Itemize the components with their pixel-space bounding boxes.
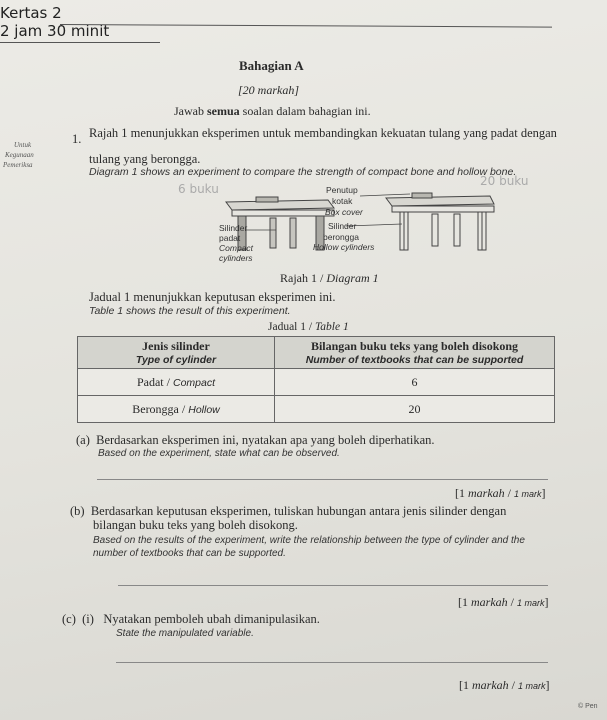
part-c-text: (c) (i) Nyatakan pemboleh ubah dimanipulasikan. [62,612,320,626]
label-hollow-ms: Silinder [328,221,357,231]
header-cylinder-type: Jenis silinder Type of cylinder [78,337,275,369]
diagram-caption: Rajah 1 / Diagram 1 [280,271,379,285]
label-box-cover-en: Box cover [325,207,363,217]
margin-note-2: Kegunaan [5,151,34,159]
pencil-note-left: 6 buku [178,182,219,196]
part-a-text: (a) Berdasarkan eksperimen ini, nyatakan apa yang boleh diperhatikan. [76,433,435,447]
table-header-row [78,337,555,369]
table-intro-ms: Jadual 1 menunjukkan keputusan eksperimen ini. [89,290,336,304]
part-b-en-1: Based on the results of the experiment, write the relationship between the type of cylinder and the [93,535,525,546]
copyright: © Pen [578,703,598,710]
question-text-2: tulang yang berongga. [89,152,201,166]
header-rule [60,24,552,28]
header-rule-left [0,42,160,43]
margin-note-3: Pemeriksa [3,161,33,169]
duration-label: 2 jam 30 minit [0,22,110,40]
marks-b: [1 markah / 1 mark] [458,595,549,609]
label-box-cover-ms-2: kotak [332,196,353,206]
label-compact-ms: Silinder [219,223,248,233]
section-title: Bahagian A [239,58,304,73]
label-hollow-ms-2: berongga [323,232,359,242]
cell-type: Padat / Compact [78,369,275,396]
label-hollow-en: Hollow cylinders [313,242,375,252]
results-table [77,336,555,423]
question-number: 1. [72,132,82,146]
margin-note-1: Untuk [14,141,32,149]
table-caption: Jadual 1 / Table 1 [268,321,349,333]
part-c-en: State the manipulated variable. [116,628,254,639]
instruction: Jawab semua soalan dalam bahagian ini. [174,104,371,118]
section-marks: [20 markah] [238,83,300,97]
answer-line-a[interactable] [97,479,548,480]
part-b-text-2: bilangan buku teks yang boleh disokong. [93,518,298,532]
cell-value: 20 [275,396,555,423]
answer-line-c[interactable] [116,662,548,663]
cell-type: Berongga / Hollow [78,396,275,423]
label-compact-ms-2: padat [219,233,241,243]
hollow-setup [386,193,494,250]
marks-c: [1 markah / 1 mark] [459,678,550,692]
table-intro-en: Table 1 shows the result of this experiment. [89,305,291,317]
label-compact-en: Compact [219,243,254,253]
cell-value: 6 [275,369,555,396]
question-text-1: Rajah 1 menunjukkan eksperimen untuk membandingkan kekuatan tulang yang padat dengan [89,126,557,140]
part-b-en-2: number of textbooks that can be supported. [93,548,286,559]
marks-a: [1 markah / 1 mark] [455,486,546,500]
label-compact-en-2: cylinders [219,253,253,263]
header-book-count: Bilangan buku teks yang boleh disokong Number of textbooks that can be supported [275,337,555,369]
table-row [78,396,555,423]
paper-label: Kertas 2 [0,4,62,22]
answer-line-b[interactable] [118,585,548,586]
table-row [78,369,555,396]
question-text-en: Diagram 1 shows an experiment to compare the strength of compact bone and hollow bone. [89,166,517,178]
part-a-en: Based on the experiment, state what can be observed. [98,448,340,459]
label-box-cover-ms: Penutup [326,185,358,195]
pencil-note-right: 20 buku [480,174,529,188]
part-b-text-1: (b) Berdasarkan keputusan eksperimen, tuliskan hubungan antara jenis silinder dengan [70,504,507,518]
